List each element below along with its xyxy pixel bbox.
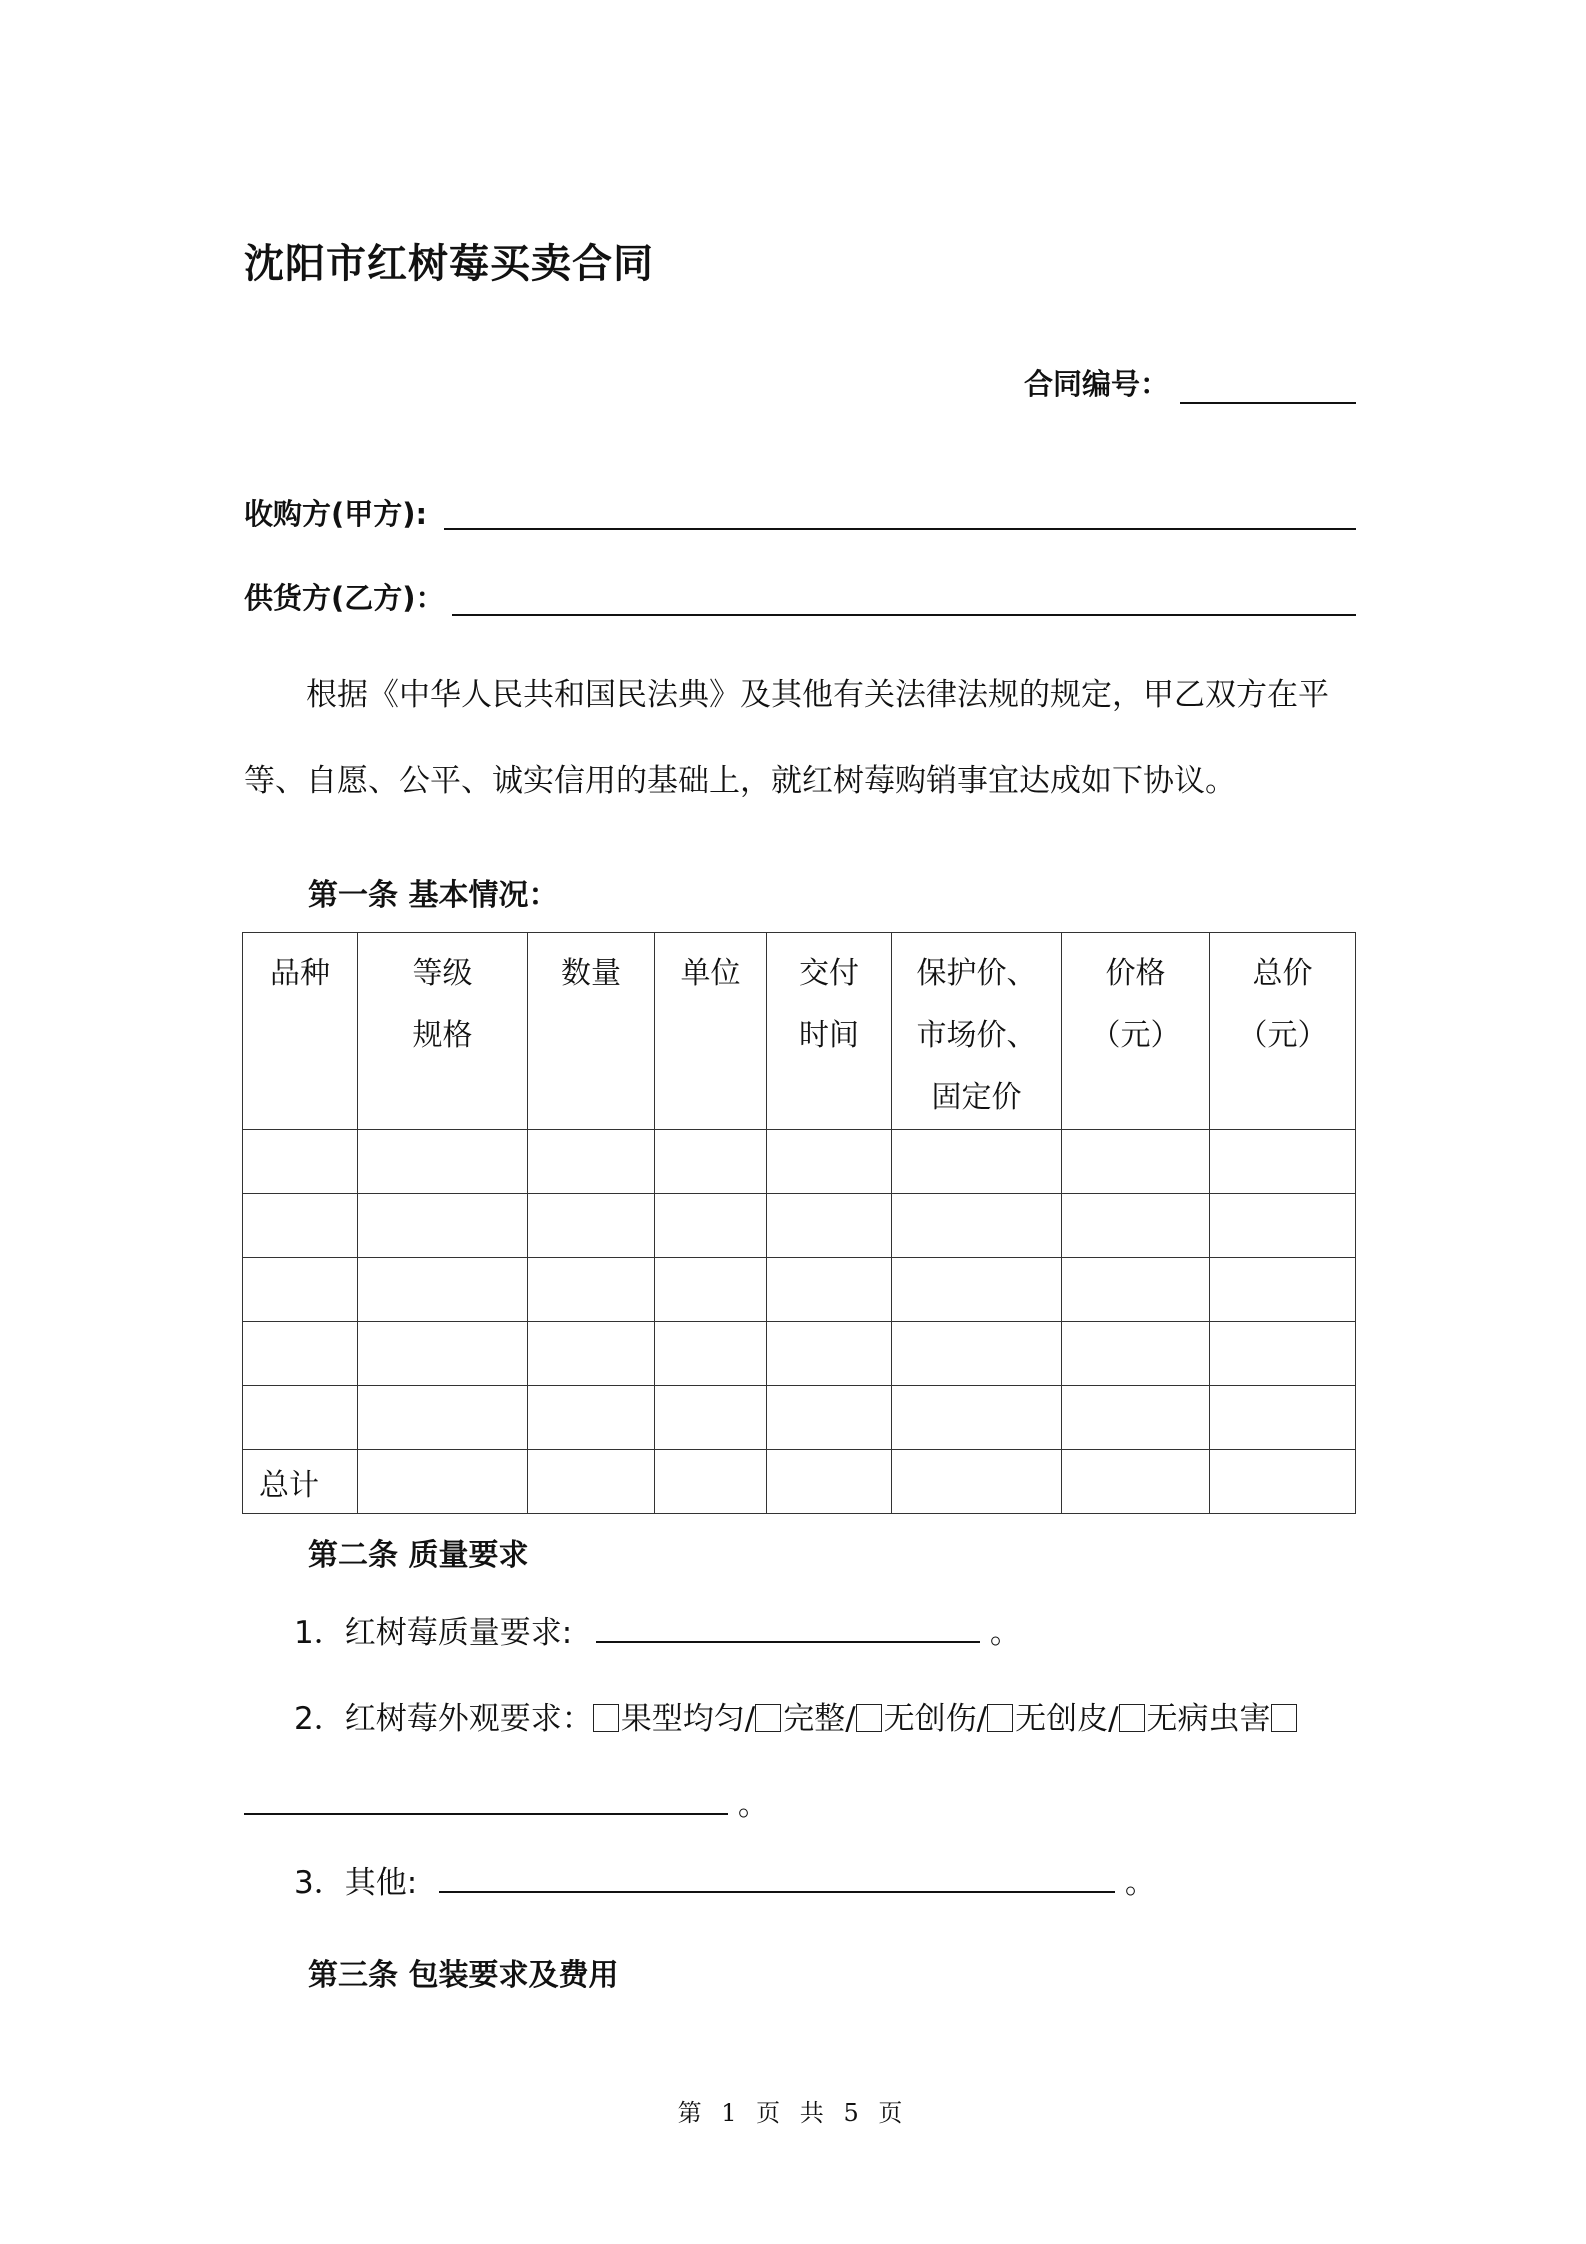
- table-cell[interactable]: [358, 1258, 528, 1322]
- table-cell[interactable]: [892, 1130, 1062, 1194]
- table-cell[interactable]: [1062, 1258, 1210, 1322]
- table-cell[interactable]: [528, 1450, 655, 1514]
- table-row: [243, 1386, 1356, 1450]
- option-no-wound: 无创伤: [883, 1701, 977, 1737]
- other-requirement-item: [294, 1865, 1156, 1901]
- other-requirement-label: 3．其他:: [294, 1865, 418, 1901]
- appearance-extra-line: [244, 1787, 769, 1823]
- table-cell[interactable]: [243, 1194, 358, 1258]
- buyer-label: 收购方(甲方):: [244, 497, 428, 531]
- table-cell[interactable]: [892, 1258, 1062, 1322]
- table-cell[interactable]: [655, 1322, 767, 1386]
- other-requirement-blank[interactable]: [439, 1891, 1115, 1893]
- table-cell[interactable]: [767, 1130, 892, 1194]
- table-cell[interactable]: [767, 1450, 892, 1514]
- checkbox[interactable]: [1271, 1704, 1297, 1732]
- table-cell[interactable]: [655, 1194, 767, 1258]
- table-cell[interactable]: [1210, 1450, 1356, 1514]
- header-price: 价格 （元）: [1062, 933, 1210, 1130]
- table-cell[interactable]: [1210, 1130, 1356, 1194]
- table-cell[interactable]: [528, 1386, 655, 1450]
- table-cell[interactable]: [243, 1322, 358, 1386]
- header-total-price: 总价 （元）: [1210, 933, 1356, 1130]
- table-cell[interactable]: [767, 1258, 892, 1322]
- table-cell[interactable]: [892, 1322, 1062, 1386]
- checkbox[interactable]: [593, 1704, 619, 1732]
- intro-line-2: 等、自愿、公平、诚实信用的基础上，就红树莓购销事宜达成如下协议。: [244, 763, 1236, 799]
- appearance-extra-end: 。: [737, 1787, 769, 1823]
- buyer-blank: [444, 528, 1356, 530]
- article-2-heading: 第二条 质量要求: [308, 1538, 529, 1573]
- table-cell[interactable]: [358, 1322, 528, 1386]
- seller-blank: [452, 614, 1356, 616]
- article-1-heading: 第一条 基本情况：: [308, 878, 559, 913]
- table-cell[interactable]: [1062, 1386, 1210, 1450]
- table-cell[interactable]: [358, 1386, 528, 1450]
- table-cell[interactable]: [655, 1130, 767, 1194]
- table-cell[interactable]: [1210, 1386, 1356, 1450]
- table-row: [243, 1130, 1356, 1194]
- table-row: [243, 1194, 1356, 1258]
- table-cell[interactable]: [1062, 1450, 1210, 1514]
- table-cell[interactable]: [655, 1258, 767, 1322]
- table-cell[interactable]: [358, 1194, 528, 1258]
- checkbox[interactable]: [755, 1704, 781, 1732]
- table-cell[interactable]: [655, 1450, 767, 1514]
- checkbox[interactable]: [1119, 1704, 1145, 1732]
- table-row: [243, 1258, 1356, 1322]
- checkbox[interactable]: [856, 1704, 882, 1732]
- basic-info-table: [242, 932, 1356, 1514]
- table-cell[interactable]: [1210, 1258, 1356, 1322]
- total-label: 总计: [243, 1450, 358, 1514]
- option-no-broken-skin: 无创皮: [1015, 1701, 1109, 1737]
- contract-number-blank: [1180, 402, 1356, 404]
- table-cell[interactable]: [243, 1386, 358, 1450]
- table-cell[interactable]: [767, 1386, 892, 1450]
- header-price-type: 保护价、 市场价、 固定价: [892, 933, 1062, 1130]
- header-variety: 品种: [243, 933, 358, 1130]
- option-intact: 完整: [783, 1701, 846, 1737]
- table-cell[interactable]: [892, 1194, 1062, 1258]
- page-footer: 第 1 页 共 5 页: [677, 2099, 909, 2127]
- table-cell[interactable]: [358, 1130, 528, 1194]
- option-no-pests: 无病虫害: [1146, 1701, 1271, 1737]
- quality-requirement-label: 1．红树莓质量要求:: [294, 1615, 573, 1651]
- table-row: [243, 1322, 1356, 1386]
- header-quantity: 数量: [528, 933, 655, 1130]
- quality-requirement-blank[interactable]: [596, 1641, 980, 1643]
- quality-requirement-item: [294, 1615, 1021, 1651]
- table-cell[interactable]: [528, 1194, 655, 1258]
- table-cell[interactable]: [528, 1322, 655, 1386]
- table-cell[interactable]: [358, 1450, 528, 1514]
- quality-requirement-end: 。: [989, 1615, 1021, 1651]
- header-delivery-time: 交付 时间: [767, 933, 892, 1130]
- table-total-row: [243, 1450, 1356, 1514]
- option-uniform-shape: 果型均匀: [620, 1701, 745, 1737]
- intro-line-1: 根据《中华人民共和国民法典》及其他有关法律法规的规定，甲乙双方在平: [306, 677, 1329, 713]
- table-cell[interactable]: [528, 1130, 655, 1194]
- checkbox[interactable]: [987, 1704, 1013, 1732]
- table-cell[interactable]: [892, 1450, 1062, 1514]
- table-cell[interactable]: [243, 1258, 358, 1322]
- appearance-requirement-label: 2．红树莓外观要求：: [294, 1701, 593, 1737]
- article-3-heading: 第三条 包装要求及费用: [308, 1958, 619, 1993]
- seller-label: 供货方(乙方)：: [244, 581, 445, 615]
- table-cell[interactable]: [1210, 1194, 1356, 1258]
- table-cell[interactable]: [243, 1130, 358, 1194]
- other-requirement-end: 。: [1124, 1865, 1156, 1901]
- contract-number-label: 合同编号：: [1024, 367, 1170, 401]
- document-title: 沈阳市红树莓买卖合同: [244, 241, 654, 287]
- table-cell[interactable]: [1062, 1130, 1210, 1194]
- table-cell[interactable]: [767, 1194, 892, 1258]
- appearance-extra-blank[interactable]: [244, 1813, 728, 1815]
- header-grade-spec: 等级 规格: [358, 933, 528, 1130]
- table-cell[interactable]: [1062, 1194, 1210, 1258]
- table-header-row: [243, 933, 1356, 1130]
- table-cell[interactable]: [1062, 1322, 1210, 1386]
- table-cell[interactable]: [655, 1386, 767, 1450]
- table-cell[interactable]: [1210, 1322, 1356, 1386]
- table-cell[interactable]: [767, 1322, 892, 1386]
- table-cell[interactable]: [528, 1258, 655, 1322]
- table-cell[interactable]: [892, 1386, 1062, 1450]
- appearance-requirement-item: 2．红树莓外观要求： 果型均匀/ 完整/ 无创伤/ 无创皮/ 无病虫害: [294, 1704, 1299, 1735]
- header-unit: 单位: [655, 933, 767, 1130]
